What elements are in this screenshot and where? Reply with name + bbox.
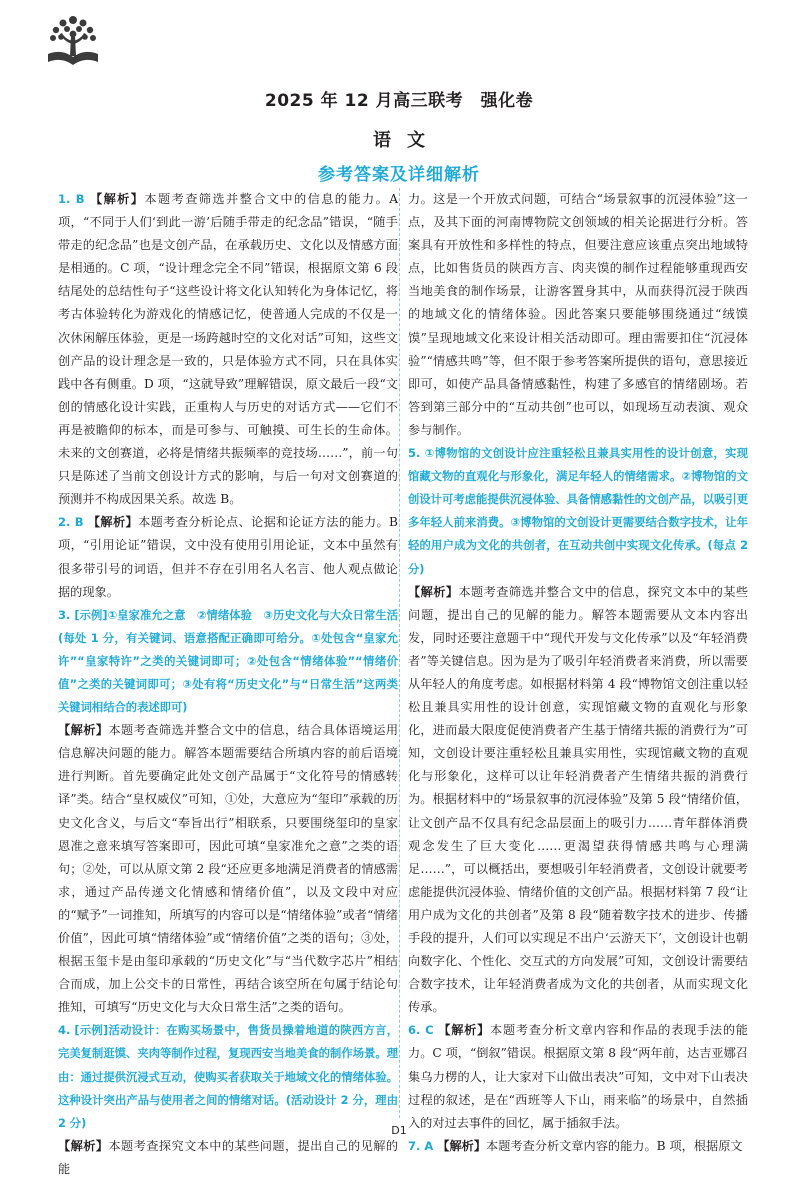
analysis-text: 本题考查分析论点、论据和论证方法的能力。B 项，“引用论证”错误，文中没有使用引用论证，文本中虽然有很多带引号的词语，但并不存在引用名人名言、他人观点做论据的现象。 [58,515,399,599]
exam-title: 2025 年 12 月高三联考 强化卷 [264,91,534,111]
reference-answer: ①博物馆的文创设计应注重轻松且兼具实用性的设计创意，实现馆藏文物的直观化与形象化，满足年轻人的情绪需求。②博物馆的文创设计可考虑能提供沉浸体验、具备情感黏性的文创产品，以吸引更多年轻人前来消费。③博物馆的文创设计更需要结合数字技术，让年轻的用户成为文化的共创者，在互动共创中实现文化传承。(每点 2 分) [408,447,748,576]
question-5-analysis [408,581,748,1020]
question-6 [408,1019,748,1134]
analysis-text: 本题考查分析文章内容的能力。B 项，根据原文 [486,1138,743,1153]
question-7 [408,1135,748,1158]
question-number: 2. B [58,515,84,530]
analysis-tag: 【解析】 [88,192,145,206]
column-divider [399,188,400,1118]
analysis-tag: 【解析】 [437,1023,491,1038]
question-number: 4. [58,1023,71,1038]
analysis-tag: 【解析】 [58,1138,109,1153]
question-4-analysis [58,1135,398,1181]
question-4 [58,1019,398,1134]
reference-answer: [示例]①皇家准允之意 ②情绪体验 ③历史文化与大众日常生活(每处 1 分，有关键词、语意搭配正确即可给分。①处包含“皇家允许”“皇家特许”之类的关键词即可；②处包含“情绪体验”“情绪价值”之类的关键词即可；③处有将“历史文化”与“日常生活”这两类关键词相结合的表述即可) [58,608,398,715]
reference-answer: [示例]活动设计：在购买场景中，售货员操着地道的陕西方言，完美复制逛馍、夹肉等制作过程，复现西安当地美食的制作场景。理由：通过提供沉浸式互动，使购买者获取关于地域文化的情绪体验。这种设计突出产品与使用者之间的情绪对话。(活动设计 2 分，理由 2 分) [58,1024,398,1130]
analysis-text: 本题考查探究文本中的某些问题，提出自己的见解的能 [58,1138,399,1176]
analysis-text: 本题考查筛选并整合文中的信息的能力。A 项，“不同于人们‘到此一游’后随手带走的纪念品”错误，“随手带走的纪念品”也是文创产品，在承载历史、文化以及情感方面是相通的。C 项，“设计理念完全不同”错误，根据原文第 6 段结尾处的总结性句子“这些设计将文化认知转化为身体记忆，将考古体验转化为游戏化的情感记忆，使普通人完成的不仅是一次休闲解压体验，更是一场跨越时空的文化对话”可知，这些文创产品的设计理念是一致的，只是体验方式不同，只在具体实践中各有侧重。D 项，“这就导致”理解错误，原文最后一段“文创的情感化设计实践，正重构人与历史的对话方式——它们不再是被瞻仰的标本，而是可参与、可触摸、可生长的生命体。未来的文创赛道，必将是情绪共振频率的竞技场……”，前一句只是陈述了当前文创设计方式的影响，与后一句对文创赛道的预测并不构成因果关系。故选 B。 [58,192,399,507]
right-column [408,188,748,1158]
analysis-text: 本题考查筛选并整合文中的信息，探究文本中的某些问题，提出自己的见解的能力。解答本题需要从文本内容出发，同时还要注意题干中“现代开发与文化传承”以及“年轻消费者”等关键信息。因为是为了吸引年轻消费者来消费，所以需要从年轻人的角度考虑。如根据材料第 4 段“博物馆文创注重以轻松且兼具实用性的设计创意，实现馆藏文物的直观化与形象化，进而最大限度促使消费者产生基于情绪共振的消费行为”可知，文创设计要注重轻松且兼具实用性，实现馆藏文物的直观化与形象化，这样可以让年轻消费者产生情绪共振的消费行为。根据材料中的“场景叙事的沉浸体验”及第 5 段“情绪价值，让文创产品不仅具有纪念品层面上的吸引力……青年群体消费观念发生了巨大变化……更渴望获得情感共鸣与心理满足……”，可以概括出，要想吸引年轻消费者，文创设计就要考虑能提供沉浸体验、情绪价值的文创产品。根据材料第 7 段“让用户成为文化的共创者”及第 8 段“随着数字技术的进步、传播手段的提升，人们可以实现足不出户‘云游天下’，文创设计也朝向数字化、个性化、交互式的方向发展”可知，文创设计需要结合数字技术，让年轻消费者成为文化的共创者，从而实现文化传承。 [408,584,749,1015]
question-number: 6. C [408,1023,434,1038]
question-3-analysis [58,719,398,1019]
question-number: 7. A [408,1138,434,1153]
analysis-text: 本题考查筛选并整合文中的信息，结合具体语境运用信息解决问题的能力。解答本题需要结合所填内容的前后语境进行判断。首先要确定此处文创产品属于“文化符号的情感转译”类。结合“皇权威仪”可知，①处，大意应为“玺印”承载的历史文化含义，与后文“奉旨出行”相联系，只要围绕玺印的皇家恩准之意来填写答案即可，因此可填“皇家准允之意”之类的语句；②处，可以从原文第 2 段“还应更多地满足消费者的情感需求，通过产品传递文化情感和情绪价值”，以及文段中对应的“赋予”一词推知，所填写的内容可以是“情绪体验”或者“情绪价值”，因此可填“情绪体验”或“情绪价值”之类的语句；③处，根据玉玺卡是由玺印承载的“历史文化”与“当代数字芯片”相结合而成，加上公交卡的日常性，再结合该空所在句属于结论句推知，可填写“历史文化与大众日常生活”之类的语句。 [58,723,399,1015]
answers-heading: 参考答案及详细解析 [318,165,480,185]
question-number: 1. B [58,192,85,206]
subject-title: 语文 [373,130,441,151]
left-column [58,188,398,1181]
page-number: D1 [391,1124,407,1137]
question-4-analysis-continued: 力。这是一个开放式问题，可结合“场景叙事的沉浸体验”这一点，及其下面的河南博物院文创领域的相关论据进行分析。答案具有开放性和多样性的特点，但要注意应该重点突出地域特点，比如售货员的陕西方言、肉夹馍的制作过程能够重现西安当地美食的制作场景，让游客置身其中，从而获得沉浸于陕西的地域文化的情绪体验。因此答案只要能够围绕通过“绒馍馍”呈现地域文化来设计相关活动即可。理由需要扣住“沉浸体验”“情感共鸣”等，但不限于参考答案所提供的语句，意思接近即可，如使产品具备情感黏性，构建了多感官的情绪剧场。若答到第三部分中的“互动共创”也可以，如现场互动表演、观众参与制作。 [408,192,748,437]
question-3 [58,604,398,719]
analysis-tag: 【解析】 [87,515,139,530]
analysis-tag: 【解析】 [437,1138,487,1153]
question-5 [408,442,748,581]
question-1 [58,188,398,511]
question-number: 3. [58,607,71,622]
question-2 [58,511,398,603]
analysis-tag: 【解析】 [408,584,459,599]
analysis-text: 本题考查分析文章内容和作品的表现手法的能力。C 项，“倒叙”错误。根据原文第 8 段“两年前，达吉亚娜召集乌力楞的人，让大家对下山做出表决”可知，文中对下山表决过程的叙述，是在“西班等人下山，雨来临”的场景中，自然插入的对过去事件的回忆，属于插叙手法。 [408,1023,748,1130]
analysis-tag: 【解析】 [58,723,109,738]
question-number: 5. [408,446,421,461]
tree-book-logo-icon [44,12,102,70]
